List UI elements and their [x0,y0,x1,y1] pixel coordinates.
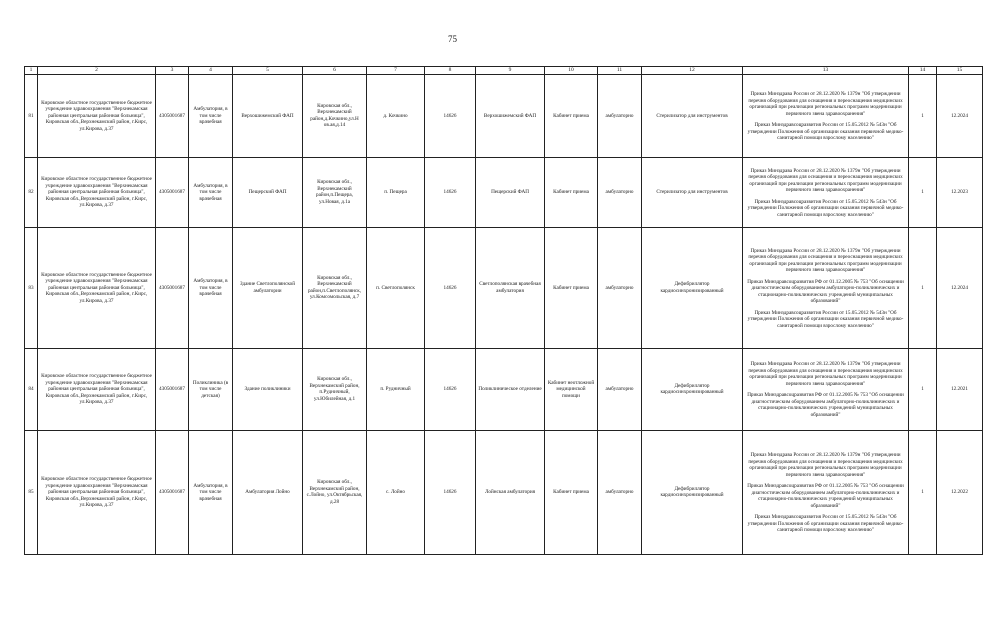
column-number-cell: 6 [303,67,367,75]
address-cell: Кировская обл., Верхнекамский район,п.Светлополянск, ул.Комсомольская, д.7 [303,227,367,348]
locality-cell: п. Светлополянск [367,227,425,348]
facility-type-cell: Амбулатория, в том числе врачебная [189,227,233,348]
legal-basis-paragraph: Приказ Минздрава России от 28.12.2020 № 1379н "Об утверждении перечня оборудования для оснащения и переоснащения медицинских организаций при реализации региональных программ модернизации первичного звена здравоохранения" [748,247,903,274]
column-number-cell: 4 [189,67,233,75]
column-number-cell: 15 [937,67,983,75]
legal-basis-cell [743,157,909,227]
care-mode-cell: амбулаторно [598,348,642,430]
date-cell: 12.2024 [937,227,983,348]
column-number-cell: 14 [909,67,937,75]
inn-cell: 4305001687 [156,157,189,227]
row-number-cell: 85 [25,430,38,554]
legal-basis-cell [743,74,909,157]
inn-cell: 4305001687 [156,74,189,157]
table-row [25,74,983,157]
care-mode-cell: амбулаторно [598,227,642,348]
address-cell: Кировская обл., Верхнекамский район,д.Кочкино,ул.Н ов.ая,д.14 [303,74,367,157]
column-number-header-row [25,67,983,75]
building-cell: Амбулатория Лойно [233,430,303,554]
room-cell: Кабинет приема [545,430,598,554]
quantity-cell: 1 [909,348,937,430]
column-number-cell: 7 [367,67,425,75]
room-cell: Кабинет приема [545,74,598,157]
address-cell: Кировская обл., Верхнекамский район, п.Рудничный, ул.Юбилейная, д.1 [303,348,367,430]
column-number-cell: 8 [425,67,476,75]
row-number-cell: 81 [25,74,38,157]
address-cell: Кировская обл., Верхнекамский район,п.Пещера, ул.Новая, д.1а [303,157,367,227]
inn-cell: 4305001687 [156,348,189,430]
date-cell: 12.2022 [937,430,983,554]
care-mode-cell: амбулаторно [598,157,642,227]
facility-type-cell: Амбулатория, в том числе врачебная [189,74,233,157]
organization-cell: Кировское областное государственное бюджетное учреждение здравоохранения "Верхнекамская районная центральная районная больница", Кировская обл.,Верхнекамский район, г.Кирс, ул.Кирова, д.37 [38,157,156,227]
legal-basis-paragraph: Приказ Минздравсоцразвития России от 15.05.2012 № 543н "Об утверждении Положения об организации оказания первичной медико-санитарной помощи взрослому населению" [747,514,904,534]
care-mode-cell: амбулаторно [598,430,642,554]
inn-cell: 4305001687 [156,227,189,348]
locality-cell: с. Лойно [367,430,425,554]
legal-basis-paragraph: Приказ Минздрава России от 28.12.2020 № 1379н "Об утверждении перечня оборудования для оснащения и переоснащения медицинских организаций при реализации региональных программ модернизации первичного звена здравоохранения" [748,361,903,387]
quantity-cell: 1 [909,430,937,554]
locality-cell: д. Кочкино [367,74,425,157]
organization-cell: Кировское областное государственное бюджетное учреждение здравоохранения "Верхнекамская районная центральная районная больница", Кировская обл.,Верхнекамский район, г.Кирс, ул.Кирова, д.37 [38,227,156,348]
legal-basis-paragraph: Приказ Минздрава России от 28.12.2020 № 1379н "Об утверждении перечня оборудования для оснащения и переоснащения медицинских организаций при реализации региональных программ модернизации первичного звена здравоохранения" [748,167,903,194]
department-cell: Поликлиническое отделение [476,348,545,430]
code-cell: 14626 [425,348,476,430]
code-cell: 14626 [425,157,476,227]
organization-cell: Кировское областное государственное бюджетное учреждение здравоохранения "Верхнекамская районная центральная районная больница", Кировская обл.,Верхнекамский район, г.Кирс, ул.Кирова, д.37 [38,74,156,157]
date-cell: 12.2024 [937,74,983,157]
page-number: 75 [448,34,457,44]
legal-basis-cell [743,430,909,554]
inn-cell: 4305001687 [156,430,189,554]
legal-basis-cell [743,348,909,430]
building-cell: Здание Светлополянской амбулатории [233,227,303,348]
column-number-cell: 13 [743,67,909,75]
column-number-cell: 10 [545,67,598,75]
code-cell: 14626 [425,74,476,157]
room-cell: Кабинет неотложной медицинской помощи [545,348,598,430]
column-number-cell: 12 [642,67,743,75]
department-cell: Пещерский ФАП [476,157,545,227]
facility-type-cell: Амбулатория, в том числе врачебная [189,157,233,227]
legal-basis-paragraph: Приказ Минздравсоцразвития России от 15.05.2012 № 543н "Об утверждении Положения об организации оказания первичной медико-санитарной помощи взрослому населению" [747,122,904,142]
building-cell: Верхошижемский ФАП [233,74,303,157]
code-cell: 14626 [425,227,476,348]
legal-basis-cell [743,227,909,348]
department-cell: Лойнская амбулатория [476,430,545,554]
facility-type-cell: Поликлиника (в том числе детская) [189,348,233,430]
row-number-cell: 84 [25,348,38,430]
legal-basis-paragraph: Приказ Минздравсоцразвития России от 15.05.2012 № 543н "Об утверждении Положения об организации оказания первичной медико-санитарной помощи взрослому населению" [747,198,904,218]
building-cell: Пещерский ФАП [233,157,303,227]
table-body [25,67,983,555]
table-row [25,227,983,348]
locality-cell: п. Рудничный [367,348,425,430]
equipment-cell: Дефибриллятор кардиосинхронизированный [642,227,743,348]
row-number-cell: 82 [25,157,38,227]
room-cell: Кабинет приема [545,157,598,227]
column-number-cell: 9 [476,67,545,75]
equipment-cell: Стерилизатор для инструментов [642,157,743,227]
legal-basis-paragraph: Приказ Минздравсоцразвития РФ от 01.12.2005 № 753 "Об оснащении диагностическим оборудованием амбулаторно-поликлинических и стационарно-поликлинических учреждений муниципальных образований" [747,483,904,509]
department-cell: Верхошижемский ФАП [476,74,545,157]
legal-basis-paragraph: Приказ Минздрава России от 28.12.2020 № 1379н "Об утверждении перечня оборудования для оснащения и переоснащения медицинских организаций при реализации региональных программ модернизации первичного звена здравоохранения" [748,91,903,117]
code-cell: 14626 [425,430,476,554]
care-mode-cell: амбулаторно [598,74,642,157]
facility-type-cell: Амбулатория, в том числе врачебная [189,430,233,554]
column-number-cell: 11 [598,67,642,75]
legal-basis-paragraph: Приказ Минздравсоцразвития РФ от 01.12.2005 № 753 "Об оснащении диагностическим оборудованием амбулаторно-поликлинических и стационарно-поликлинических учреждений муниципальных образований" [747,392,904,418]
address-cell: Кировская обл., Верхнекамский район, с.Лойно, ул.Октябрьская, д.28 [303,430,367,554]
table-row [25,430,983,554]
equipment-cell: Дефибриллятор кардиосинхронизированный [642,430,743,554]
quantity-cell: 1 [909,227,937,348]
legal-basis-paragraph: Приказ Минздрава России от 28.12.2020 № 1379н "Об утверждении перечня оборудования для оснащения и переоснащения медицинских организаций при реализации региональных программ модернизации первичного звена здравоохранения" [748,452,903,478]
organization-cell: Кировское областное государственное бюджетное учреждение здравоохранения "Верхнекамская районная центральная районная больница", Кировская обл.,Верхнекамский район, г.Кирс, ул.Кирова, д.37 [38,348,156,430]
equipment-cell: Дефибриллятор кардиосинхронизированный [642,348,743,430]
date-cell: 12.2021 [937,348,983,430]
equipment-table [24,66,983,555]
column-number-cell: 1 [25,67,38,75]
column-number-cell: 3 [156,67,189,75]
date-cell: 12.2023 [937,157,983,227]
column-number-cell: 5 [233,67,303,75]
quantity-cell: 1 [909,157,937,227]
column-number-cell: 2 [38,67,156,75]
room-cell: Кабинет приема [545,227,598,348]
organization-cell: Кировское областное государственное бюджетное учреждение здравоохранения "Верхнекамская районная центральная районная больница", Кировская обл.,Верхнекамский район, г.Кирс, ул.Кирова, д.37 [38,430,156,554]
building-cell: Здание поликлиники [233,348,303,430]
equipment-cell: Стерилизатор для инструментов [642,74,743,157]
quantity-cell: 1 [909,74,937,157]
table-row [25,348,983,430]
department-cell: Светлополянская врачебная амбулатория [476,227,545,348]
row-number-cell: 83 [25,227,38,348]
legal-basis-paragraph: Приказ Минздравсоцразвития России от 15.05.2012 № 543н "Об утверждении Положения об организации оказания первичной медико-санитарной помощи взрослому населению" [747,309,904,329]
locality-cell: п. Пещера [367,157,425,227]
legal-basis-paragraph: Приказ Минздравсоцразвития РФ от 01.12.2005 № 753 "Об оснащении диагностическим оборудованием амбулаторно-поликлинических и стационарно-поликлинических учреждений муниципальных образований" [747,278,904,305]
table-row [25,157,983,227]
